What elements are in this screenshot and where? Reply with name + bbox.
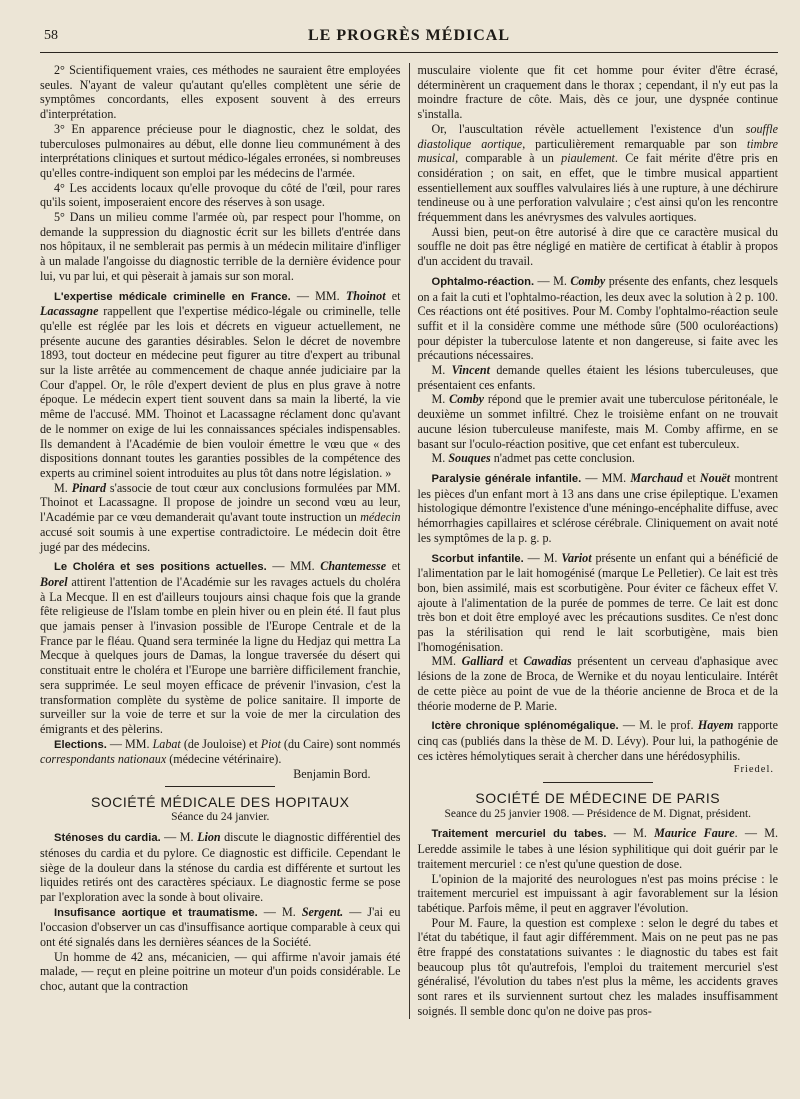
divider (543, 782, 653, 783)
pinard-paragraph (40, 481, 401, 555)
paragraph: 5° Dans un milieu comme l'armée où, par respect pour l'homme, on demande la suppression du diagnostic écrit sur les billets d'entrée dans nos hôpitaux, il ne semblerait pas permis à un médecin militaire d'infliger à un malade l'angoisse du diagnostic terrible de la dernière évidence pour lui, vu par lui, et qui pèserait à jamais sur son moral. (40, 210, 401, 283)
section-heading: Elections. (54, 738, 107, 751)
paralysie-paragraph (418, 471, 779, 546)
author-name: Labat (152, 736, 181, 751)
text: montrent les pièces d'un enfant mort à 13 ans dans une crise épileptique. L'examen histologique démontre l'existence d'une méningo-encéphalite diffuse, avec hémorrhagies capillaires et sclérose cérébrale. Cliniquement on avait noté les symptômes de la p. g. p. (417, 470, 779, 545)
section-heading: Ophtalmo-réaction. (431, 275, 535, 288)
section-heading: Traitement mercuriel du tabes. (431, 828, 607, 841)
paragraph: Un homme de 42 ans, mécanicien, — qui affirme n'avoir jamais été malade, — reçut en pleine poitrine un moteur d'un poids considérable. Le choc, autant que la contraction (40, 949, 401, 994)
section-heading: Insufisance aortique et traumatisme. (54, 906, 258, 919)
italic-text: piaulement (561, 151, 615, 166)
expertise-paragraph (40, 289, 401, 481)
section-heading: Ictère chronique splénomégalique. (431, 720, 619, 733)
signature: Benjamin Bord. (293, 767, 371, 782)
text: M. (431, 363, 452, 378)
author-name: Lion (197, 830, 221, 845)
page-number: 58 (44, 28, 58, 43)
italic-text: souffle diastolique aortique (417, 121, 778, 151)
author-name: Variot (561, 550, 592, 565)
scorbut-paragraph (418, 551, 779, 655)
souques-paragraph (418, 451, 779, 466)
section-heading: L'expertise médicale criminelle en France. (54, 290, 291, 303)
paragraph: musculaire violente que fit cet homme pour éviter d'être écrasé, déterminèrent un craquement dans le thorax ; cependant, il n'y eut pas la moindre fracture de côte. Mais, dès ce jour, une dyspnée continue s'installa. (417, 63, 778, 122)
stenoses-paragraph (40, 830, 401, 905)
text: répond que le premier avait une tuberculose péritonéale, le deuxième un sommet infiltré. Chez le troisième enfant on ne trouvait aucune lésion tuberculeuse manifeste, mais M. Comby affirme, en se basant sur l'oculo-réaction positive, que cet enfant est tuberculeux. (417, 392, 778, 451)
author-name: Galliard (461, 654, 504, 669)
author-name: Sergent. (301, 904, 344, 919)
text: et (682, 470, 700, 485)
text: demande quelles étaient les lésions tuberculeuses, que présentaient ces enfants. (417, 363, 778, 392)
section-heading: Sténoses du cardia. (54, 832, 161, 845)
text: rapporte cinq cas (publiés dans la thèse de M. D. Lévy). Pour lui, la pathogénie de ces ictères hémolytiques serait à chercher dans une hérédosyphilis. (417, 718, 779, 763)
text: , comparable à un (455, 151, 562, 166)
text: M. (431, 392, 450, 407)
author-name: Marchaud (630, 470, 683, 485)
text: présente des enfants, chez lesquels on a fait la cuti et l'ophtalmo-réaction, les deux avec la solution à 2 p. 100. Ces réactions ont été positives. Pour M. Comby l'ophtalmo-réaction seule suffit et il la considère comme une méthode sûre (500 oculoréactions) pour dépister la tuberculose latente et non dangereuse, si faite avec les précautions nécessaires. (417, 273, 778, 363)
text: s'associe de tout cœur aux conclusions formulées par MM. Thoinot et Lacassagne. Il propose de joindre un second vœu au leur, l'Académie par ce vœu demanderait qu'avant toute instruction un (40, 480, 401, 525)
text: attirent l'attention de l'Académie sur les ravages actuels du choléra à La Mecque. Il en est d'ailleurs toujours ainsi chaque fois que la grande fête religieuse de l'Islam tombe en plein hiver ou en plein été. Il faut plus que jamais penser à l'invasion possible de l'Europe Centrale et de la France par le fléau. Quand sera terminée la ligne du Hedjaz qui mettra La Mecque à quelques jours de Damas, la longue traversée du désert qui constituait entre le choléra et l'Europe une barrière difficilement franchie, sera supprimée. Le seul moyen efficace de prévenir l'invasion, c'est la transformation complète du système de police sanitaire. Il importe de surveiller sur la voie de terre et sur la voie de mer la circulation des émigrants et des pèlerins. (40, 574, 401, 736)
session-date: Seance du 25 janvier 1908. — Présidence de M. Dignat, président. (444, 807, 752, 820)
text: — M. le prof. (618, 718, 698, 733)
author-name: Piot (260, 736, 281, 751)
auscultation-paragraph (418, 122, 779, 225)
galliard-paragraph (418, 654, 779, 713)
text: — MM. (266, 559, 321, 574)
text: et (385, 288, 401, 303)
divider (165, 786, 275, 787)
elections-paragraph (40, 737, 401, 767)
paragraph: Pour M. Faure, la question est complexe : selon le degré du tabes et l'état du tabétique, il faut agir différemment. Mais on ne peut pas ne pas être frappé des constatations suivantes : le diagnostic du tabes est fait beaucoup plus tôt qu'autrefois, l'emploi du traitement mercuriel s'est généralisé, l'évolution du tabes n'est plus la même, les accidents graves sont rares et ils surviennent surtout chez les malades insuffisamment soignés. Il semble donc qu'on ne doive pas pros- (417, 915, 778, 1018)
text: — MM. (106, 736, 153, 751)
paragraph: 4° Les accidents locaux qu'elle provoque du côté de l'œil, pour rares qu'ils soient, imposeraient encore des réserves à son usage. (40, 180, 401, 210)
ictere-paragraph (418, 718, 779, 763)
text: — M. (606, 826, 655, 841)
ophtalmo-paragraph (418, 274, 779, 363)
text: rappellent que l'expertise médico-légale ou criminelle, telle qu'elle est réglée par les lois et décrets en vigueur actuellement, ne présente aucune des garanties désirables. Selon le décret de novembre 1893, tout docteur en médecine peut figurer au titre d'expert au tribunal sur la liste arrêtée au commencement de chaque année judiciaire par la Cour d'appel. Or, le rôle d'expert devient de plus en plus grave à notre époque. Le médecin expert tient souvent dans sa main la liberté, la vie même de l'accusé. MM. Thoinot et Lacassagne réclament donc qu'avant de le nommer on exige de lui les connaissances spéciales indispensables. Ils demandent à l'Académie de bien vouloir émettre le vœu que « des dispositions donnant toutes les garanties possibles de la compétence des experts au criminel soient introduites au plus tôt dans notre législation. » (40, 304, 401, 480)
text: et (503, 654, 524, 669)
text: — J'ai eu l'occasion d'observer un cas d'insuffisance aortique comparable à ceux qui ont été signalés dans les dernières séances de la Société. (40, 904, 401, 950)
right-column (410, 63, 779, 1019)
author-name: Comby (449, 392, 485, 407)
author-name: Cawadias (523, 654, 572, 669)
paragraph: Aussi bien, peut-on être autorisé à dire que ce caractère musical du souffle ne doit pas être négligé en matière de certificat à établir à propos d'un accident du travail. (417, 224, 778, 269)
text: accusé soit soumis à une expertise contradictoire. Le médecin doit être jugé par des médecins. (40, 524, 401, 554)
paragraph: L'opinion de la majorité des neurologues n'est pas moins précise : le traitement mercuriel est impuissant à agir favorablement sur la lésion tabétique. Parfois même, il peut en aggraver l'évolution. (417, 871, 778, 915)
text: , particulièrement remarquable par son (522, 136, 747, 151)
text: — MM. (290, 288, 346, 303)
cholera-paragraph (40, 559, 401, 736)
text: — M. (534, 273, 571, 288)
text: M. (431, 451, 449, 466)
italic-text: correspondants nationaux (40, 752, 167, 767)
text: Or, l'auscultation révèle actuellement l'existence d'un (431, 121, 746, 136)
author-name: Thoinot (345, 288, 386, 303)
session-date: Séance du 24 janvier. (171, 811, 270, 824)
society-title: SOCIÉTÉ MÉDICALE DES HOPITAUX (90, 793, 350, 810)
author-name: Borel (40, 574, 68, 589)
text: présentent un cerveau d'aphasique avec lésions de la zone de Broca, de Wernike et du noyau lenticulaire. Intérêt de cette pièce au point de vue de la théorie ancienne de Broca et de la théorie moderne de P. Marie. (417, 654, 779, 713)
text: MM. (431, 654, 462, 669)
text: — MM. (581, 470, 631, 485)
text: présente un enfant qui a bénéficié de l'alimentation par le lait homogénisé (marque Le Pelletier). Ce lait est très bon, bien assimilé, mais est scorbutigène. Pour éviter ce fâcheux effet V. ajoute à l'alimentation de la purée de pommes de terre. Ce lait est donc très bon et doit être employé avec les précautions susdites. Ce n'est donc pas la stérilisation qui rend le lait scorbutigène, mais bien l'homogénisation. (417, 550, 778, 654)
text: (de Jouloise) et (180, 736, 261, 751)
vincent-paragraph (418, 363, 779, 392)
section-heading: Le Choléra et ses positions actuelles. (54, 561, 267, 574)
text: (du Caire) sont nommés (280, 736, 401, 751)
author-name: Souques (448, 451, 491, 466)
insuf-paragraph (40, 905, 401, 950)
author-name: Maurice Faure (654, 826, 735, 841)
signature: Friedel. (733, 764, 774, 776)
text: et (386, 559, 401, 574)
comby-paragraph (418, 392, 779, 451)
tabes-paragraph (418, 826, 779, 871)
paragraph: 3° En apparence précieuse pour le diagnostic, chez le soldat, des tuberculoses pulmonaires au début, elle donne lieu communément à des interprétations cliniques et surtout médico-légales erronées, si nombreuses qu'elles contre-indiquent son emploi par les médecins de l'armée. (40, 121, 401, 180)
text: discute le diagnostic différentiel des sténoses du cardia et du pylore. Ce diagnostic est difficile. Cependant le siège de la douleur dans la sténose du cardia est différente et surtout les liquides retirés ont des caractères spéciaux. Le diagnostic ferme se pose par l'exploration avec la sonde à bout olivaire. (40, 830, 401, 904)
text: — M. (257, 904, 302, 919)
text: (médecine vétérinaire). (166, 752, 282, 767)
section-heading: Paralysie générale infantile. (431, 472, 582, 485)
text: — M. (523, 550, 562, 565)
text: . Ce fait mérite d'être pris en considération ; on sait, en effet, que le timbre musical appartient essentiellement aux souffles valvulaires liés à une rupture, à une déchirure tendineuse ou à une perforation valvulaire ; c'est ainsi qu'on les rencontre fréquemment dans les anévrysmes des valvules aortiques. (417, 151, 778, 225)
society-title: SOCIÉTÉ DE MÉDECINE DE PARIS (475, 790, 721, 807)
author-name: Chantemesse (320, 559, 387, 574)
author-name: Lacassagne (40, 304, 99, 319)
journal-title: LE PROGRÈS MÉDICAL (307, 27, 511, 44)
text: M. (54, 480, 72, 495)
author-name: Vincent (451, 363, 490, 378)
text: n'admet pas cette conclusion. (490, 451, 635, 466)
text: — M. (160, 830, 198, 845)
author-name: Comby (570, 273, 606, 288)
columns (40, 63, 778, 1019)
page-header (40, 26, 778, 53)
italic-text: timbre musical (417, 136, 778, 166)
author-name: Nouët (699, 470, 731, 485)
section-heading: Scorbut infantile. (431, 552, 524, 565)
author-name: Hayem (697, 718, 734, 733)
italic-text: médecin (360, 510, 401, 525)
left-column (40, 63, 410, 1019)
author-name: Pinard (71, 480, 106, 495)
text: . — M. Leredde assimile le tabes à une lésion syphilitique qui doit guérir par le traitement mercuriel : ce n'est qu'une question de dose. (417, 826, 778, 871)
paragraph: 2° Scientifiquement vraies, ces méthodes ne sauraient être employées seules. N'ayant de valeur qu'autant qu'elles complètent une série de symptômes concordants, elles exposent souvent à des erreurs d'interprétation. (40, 63, 401, 122)
